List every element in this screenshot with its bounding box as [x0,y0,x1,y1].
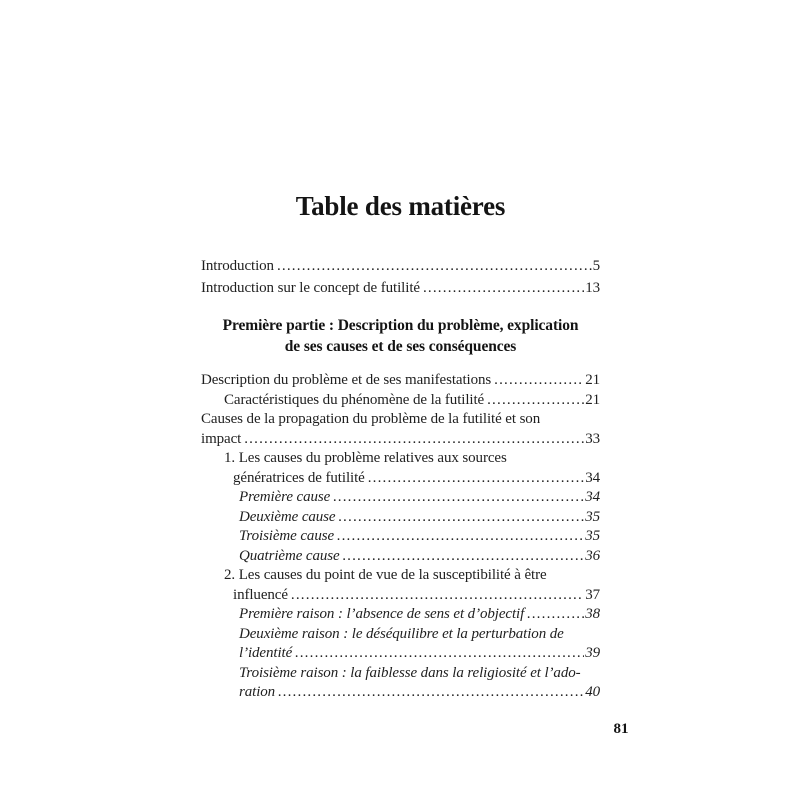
toc-block [201,0,600,800]
part-heading [195,316,606,357]
toc-entry-label: impact [201,430,242,447]
toc-entry-label: l’identité [239,645,293,661]
toc-entry-label: Deuxième raison : le déséquilibre et la perturbation de [239,625,564,642]
toc-entry [201,644,600,664]
toc-entry-page: 21 [585,391,600,408]
toc-entry-page: 33 [585,430,600,447]
toc-entry [201,625,600,645]
toc-entry [201,566,600,586]
toc-entry-label: Première cause [239,489,331,505]
dot-leader [338,508,584,528]
toc-entry-label: Troisième raison : la faiblesse dans la religiosité et l’ado- [239,664,581,681]
toc-intro-list [201,255,600,299]
dot-leader [295,644,584,664]
dot-leader [494,371,584,391]
toc-entry [201,430,600,450]
toc-entry [201,586,600,606]
toc-entry-label: Troisième cause [239,528,335,544]
toc-entry [201,255,600,277]
toc-entry-page: 34 [585,489,600,505]
toc-entry-page: 35 [585,528,600,544]
toc-entry-page: 5 [592,258,600,274]
toc-entry [201,410,600,430]
dot-leader [343,547,585,567]
toc-entry-page: 35 [585,508,600,525]
toc-entry [201,664,600,684]
dot-leader [487,391,584,411]
toc-entry [201,683,600,703]
toc-entry [201,527,600,547]
toc-entry [201,277,600,299]
toc-entry [201,488,600,508]
toc-entry-label: Caractéristiques du phénomène de la futilité [224,391,485,408]
toc-entry-label: Introduction [201,258,274,274]
toc-entry-label: 2. Les causes du point de vue de la susceptibilité à être [224,567,547,583]
toc-entry-label: Première raison : l’absence de sens et d’objectif [239,606,525,622]
toc-entry [201,449,600,469]
page-title: Table des matières [295,191,506,221]
toc-entry-page: 34 [585,469,600,486]
toc-entry [201,371,600,391]
dot-leader [278,683,584,703]
toc-entry-label: Deuxième cause [239,508,336,525]
toc-entry-page: 13 [585,280,600,296]
toc-entry-label: génératrices de futilité [233,469,365,486]
toc-entry [201,391,600,411]
toc-entry-page: 36 [585,547,600,564]
dot-leader [244,430,584,450]
toc-entry-label: influencé [233,586,288,603]
toc-entry-label: Description du problème et de ses manifestations [201,372,492,388]
dot-leader [527,605,584,625]
part-heading-line: de ses causes et de ses conséquences [284,337,517,355]
toc-entry-page: 39 [585,645,600,661]
toc-entry-label: ration [239,684,276,700]
toc-entry-label: 1. Les causes du problème relatives aux sources [224,450,507,466]
toc-entry-page: 38 [585,606,600,622]
toc-entry [201,469,600,489]
dot-leader [337,527,584,547]
dot-leader [368,469,584,489]
toc-entry-label: Quatrième cause [239,547,340,564]
dot-leader [277,255,592,277]
toc-entry [201,605,600,625]
toc-entry-page: 37 [585,586,600,603]
toc-entry [201,508,600,528]
toc-entry-page: 40 [585,684,600,700]
toc-entry-page: 21 [585,372,600,388]
part-heading-line: Première partie : Description du problème, explication [222,317,579,334]
toc-main-list [201,371,600,703]
dot-leader [333,488,584,508]
page-number: 81 [613,721,629,737]
dot-leader [423,277,584,299]
toc-entry-label: Introduction sur le concept de futilité [201,280,420,296]
dot-leader [291,586,584,606]
toc-entry [201,547,600,567]
toc-entry-label: Causes de la propagation du problème de la futilité et son [201,411,541,427]
